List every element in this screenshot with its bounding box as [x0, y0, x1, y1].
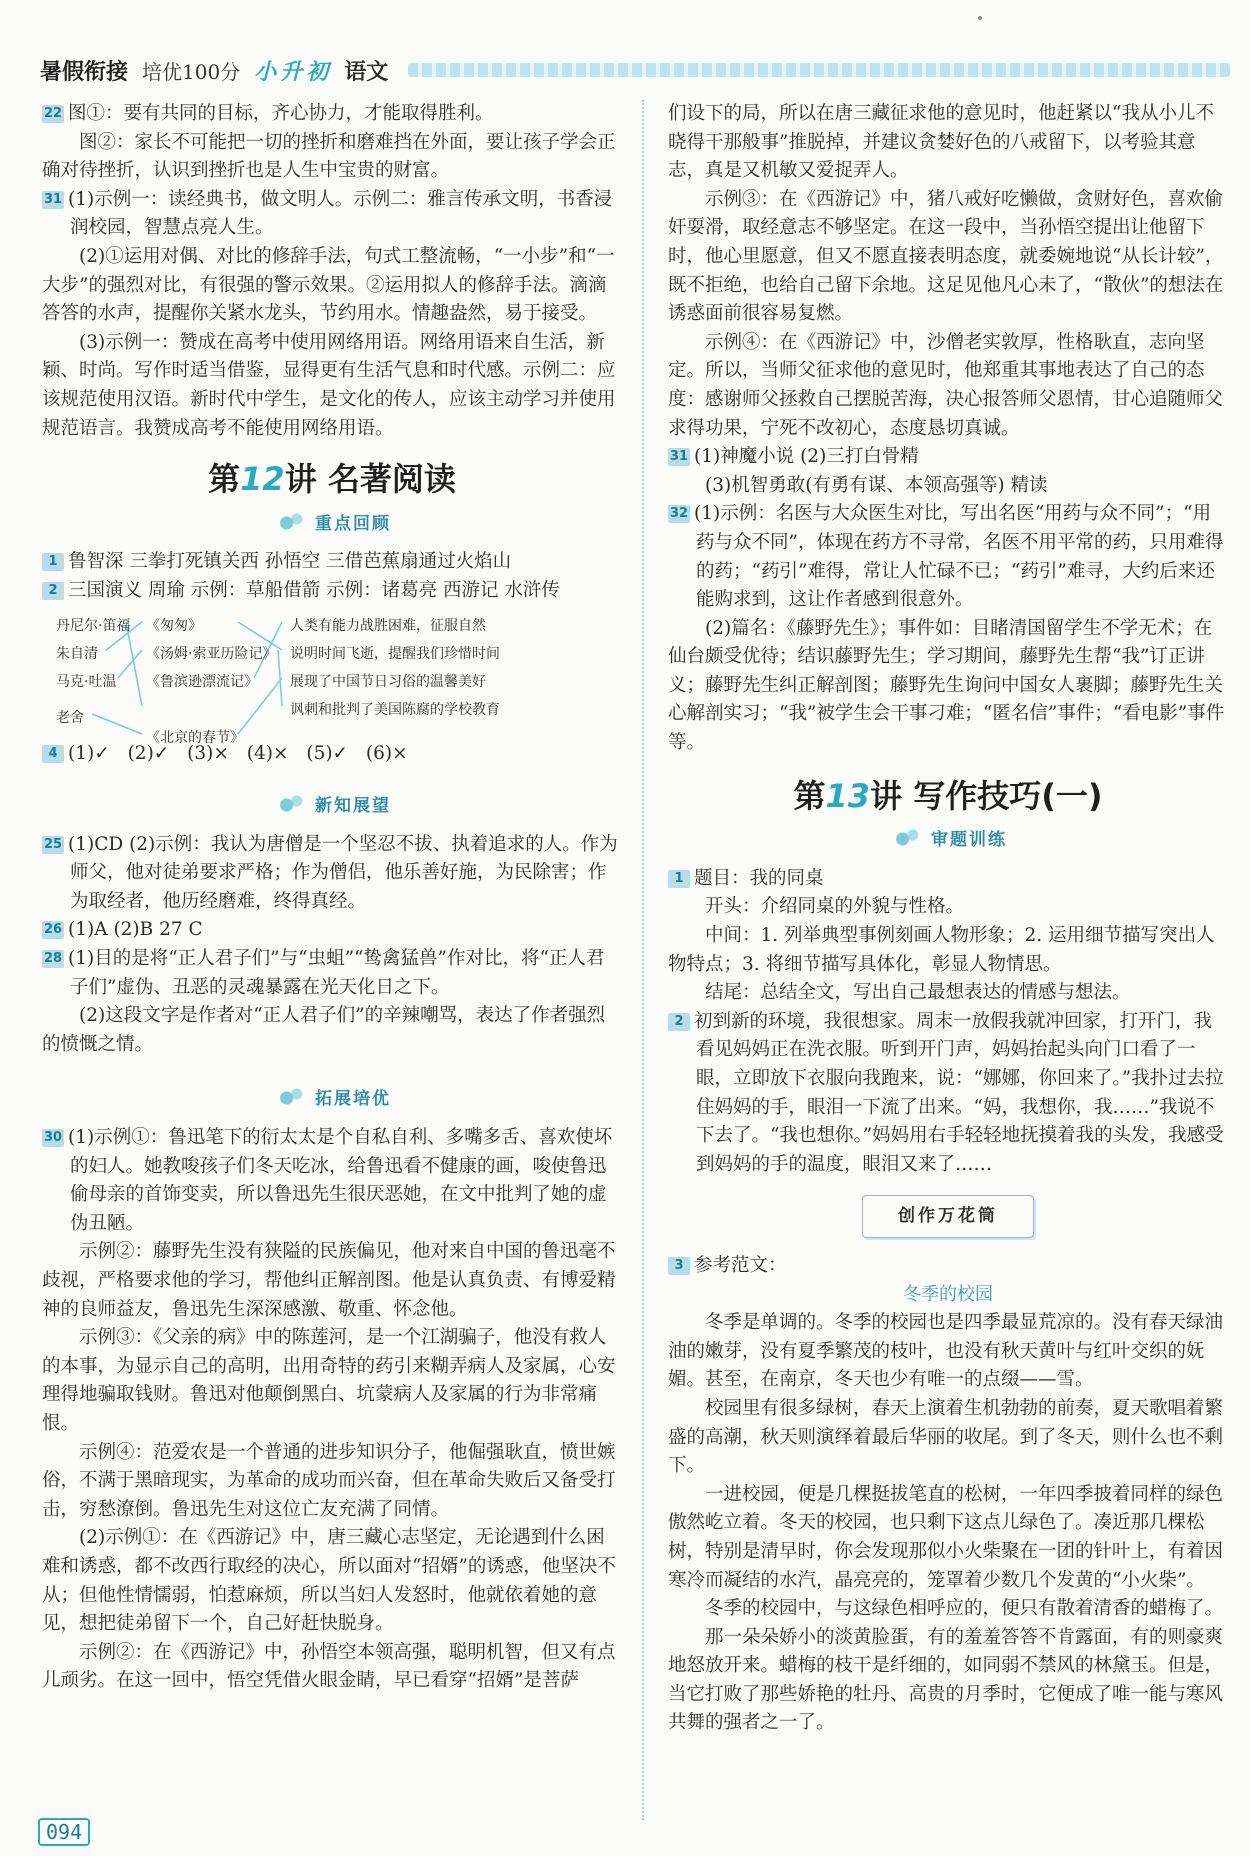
- question-number: 22: [43, 106, 63, 121]
- answer-item: (3)示例一：赞成在高考中使用网络用语。网络用语来自生活，新颖、时尚。写作时适当借鉴，显得更有生活气息和时代感。示例二：应该规范使用汉语。新时代中学生，是文化的传人，应该主动学习并使用规范语言。我赞成高考不能使用网络用语。: [42, 331, 616, 439]
- answer-item: 示例④：在《西游记》中，沙僧老实敦厚，性格耿直，志向坚定。所以，当师父征求他的意见时，他郑重其事地表达了自己的态度：感谢师父拯救自己摆脱苦海，决心报答师父恩情，甘心追随师父求得功果，宁死不改初心，态度恳切真诚。: [668, 331, 1224, 439]
- answer-item: (2)这段文字是作者对“正人君子们”的辛辣嘲骂，表达了作者强烈的愤慨之情。: [42, 1005, 606, 1055]
- answer-item: 示例④：范爱农是一个普通的进步知识分子，他倔强耿直，愤世嫉俗，不满于黑暗现实，为革命的成功而兴奋，但在革命失败后又备受打击，穷愁潦倒。鲁迅先生对这位亡友充满了同情。: [42, 1441, 616, 1520]
- answer-item: 1 题目：我的同桌: [668, 865, 1228, 894]
- section-create-heading: 创作万花筒: [862, 1195, 1034, 1238]
- question-number: 3: [668, 1257, 690, 1275]
- question-number: 26: [43, 922, 63, 938]
- left-column: [42, 100, 622, 1696]
- header-subject: 语文: [344, 58, 389, 85]
- flower-icon: [273, 1087, 307, 1107]
- answer-item: 示例③：《父亲的病》中的陈莲河，是一个江湖骗子，他没有救人的本事，为显示自己的高明，出用奇特的药引来糊弄病人及家属，心安理得地骗取钱财。鲁迅对他颠倒黑白、坑蒙病人及家属的行为非常痛恨。: [42, 1327, 616, 1434]
- matching-diagram: [42, 608, 622, 746]
- answer-item: 们设下的局，所以在唐三藏征求他的意见时，他赶紧以“我从小儿不晓得干那般事”推脱掉，并建议贪婪好色的八戒留下，以考验其意志，真是又机敏又爱捉弄人。: [668, 103, 1214, 182]
- question-number: 1: [668, 870, 690, 888]
- header-title: 暑假衔接: [40, 58, 129, 85]
- answer-item: 结尾：总结全文，写出自己最想表达的情感与想法。: [705, 982, 1131, 1004]
- essay-title: 冬季的校园: [903, 1283, 993, 1305]
- section-review-heading: 重点回顾: [42, 510, 622, 539]
- essay-paragraph: 冬季是单调的。冬季的校园也是四季最显荒凉的。没有春天绿油油的嫩芽，没有夏季繁茂的枝叶，也没有秋天黄叶与红叶交织的妩媚。甚至，在南京，冬天也少有唯一的点缀——雪。: [668, 1312, 1224, 1391]
- lecture-13-title: 第13讲 写作技巧(一): [793, 776, 1103, 815]
- essay-paragraph: 冬季的校园中，与这绿色相呼应的，便只有散着清香的蜡梅了。: [705, 1598, 1224, 1620]
- answer-item: 25 (1)CD (2)示例：我认为唐僧是一个坚忍不拔、执着追求的人。作为师父，他对徒弟要求严格；作为僧侣，他乐善好施，为民除害；作为取经者，他历经磨难，终得真经。: [43, 833, 618, 912]
- lecture-12-title: 第12讲 名著阅读: [208, 460, 456, 499]
- answer-item: 2 初到新的环境，我很想家。周末一放假我就冲回家，打开门，我看见妈妈正在洗衣服。听到开门声，妈妈抬起头向门口看了一眼，立即放下衣服向我跑来，说：“娜娜，你回来了。”我扑过去拉住妈妈的手，眼泪一下流了出来。“妈，我想你，我……”我说不下去了。“我也想你。”妈妈用右手轻轻地抚摸着我的头发，我感受到妈妈的手的温度，眼泪又来了……: [668, 1008, 1228, 1180]
- match-author: 丹尼尔·笛福: [56, 617, 131, 634]
- answer-item: 4 (1)✓ (2)✓ (3)× (4)× (5)✓ (6)×: [42, 740, 622, 769]
- match-work: 《北京的春节》: [146, 729, 244, 746]
- answer-item: 31 (1)示例一：读经典书，做文明人。示例二：雅言传承文明，书香浸润校园，智慧点亮人生。: [43, 188, 613, 239]
- match-theme: 说明时间飞逝，提醒我们珍惜时间: [290, 645, 500, 662]
- essay-paragraph: 校园里有很多绿树，春天上演着生机勃勃的前奏，夏天歌唱着繁盛的高潮，秋天则演绎着最后华丽的收尾。到了冬天，则什么也不剩下。: [668, 1397, 1224, 1477]
- answer-item: 中间：1. 列举典型事例刻画人物形象；2. 运用细节描写突出人物特点；3. 将细节描写具体化，彰显人物情思。: [668, 925, 1215, 975]
- answer-item: 26 (1)A (2)B 27 C: [43, 919, 203, 941]
- question-number: 31: [669, 449, 689, 465]
- page-number: 094: [38, 1818, 90, 1846]
- section-expand-heading: 拓展培优: [42, 1085, 622, 1114]
- question-number: 32: [669, 506, 689, 522]
- answer-item: 开头：介绍同桌的外貌与性格。: [705, 896, 965, 918]
- page-header: [40, 50, 1230, 90]
- match-author: 朱自清: [56, 645, 98, 662]
- answer-item: 28 (1)目的是将“正人君子们”与“虫蛆”“鸷禽猛兽”作对比，将“正人君子们”虚伪、丑恶的灵魂暴露在光天化日之下。: [43, 948, 605, 998]
- section-train-heading: 审题训练: [668, 826, 1228, 855]
- question-number: 2: [668, 1013, 690, 1031]
- match-theme: 展现了中国节日习俗的温馨美好: [290, 673, 486, 690]
- answer-item: 示例③：在《西游记》中，猪八戒好吃懒做，贪财好色，喜欢偷奸耍滑，取经意志不够坚定。在这一段中，当孙悟空提出让他留下时，他心里愿意，但又不愿直接表明态度，就委婉地说“从长计较”，既不拒绝，也给自己留下余地。这足见他凡心未了，“散伙”的想法在诱惑面前很容易复燃。: [668, 188, 1224, 325]
- match-work: 《匆匆》: [146, 617, 202, 634]
- match-work: 《鲁滨逊漂流记》: [146, 673, 258, 690]
- header-subtitle: 培优100分: [142, 59, 241, 84]
- answer-item: (3)机智勇敢(有勇有谋、本领高强等) 精读: [705, 474, 1048, 496]
- match-author: 马克·吐温: [56, 673, 117, 690]
- question-number: 30: [43, 1130, 63, 1146]
- question-number: 31: [43, 191, 63, 207]
- answer-item: 示例②：藤野先生没有狭隘的民族偏见，他对来自中国的鲁迅毫不歧视，严格要求他的学习，帮他纠正解剖图。他是认真负责、有博爱精神的良师益友，鲁迅先生深深感激、敬重、怀念他。: [42, 1241, 616, 1320]
- answer-item: 30 (1)示例①：鲁迅笔下的衍太太是个自私自利、多嘴多舌、喜欢使坏的妇人。她教唆孩子们冬天吃冰，给鲁迅看不健康的画，唆使鲁迅偷母亲的首饰变卖，所以鲁迅先生很厌恶她，在文中批判了她的虚伪丑陋。: [43, 1127, 613, 1234]
- answer-item: 示例②：在《西游记》中，孙悟空本领高强，聪明机智，但又有点儿顽劣。在这一回中，悟空凭借火眼金睛，早已看穿“招婿”是菩萨: [42, 1641, 616, 1692]
- column-divider: [642, 100, 644, 1820]
- answer-item: 1 鲁智深 三拳打死镇关西 孙悟空 三借芭蕉扇通过火焰山: [42, 548, 622, 577]
- answer-item: 图②：家长不可能把一切的挫折和磨难挡在外面，要让孩子学会正确对待挫折，认识到挫折也是人生中宝贵的财富。: [42, 131, 616, 182]
- match-work: 《汤姆·索亚历险记》: [146, 645, 277, 662]
- answer-item: (2)①运用对偶、对比的修辞手法，句式工整流畅，“一小步”和“一大步”的强烈对比，有很强的警示效果。②运用拟人的修辞手法。滴滴答答的水声，提醒你关紧水龙头，节约用水。情趣盎然，易于接受。: [42, 245, 615, 325]
- answer-item: (2)篇名：《藤野先生》；事件如：目睹清国留学生不学无术；在仙台颇受优待；结识藤野先生；学习期间，藤野先生帮“我”订正讲义；藤野先生纠正解剖图；藤野先生询问中国女人裹脚；藤野先生关心解剖实习；“我”被学生会干事刁难；“匿名信”事件；“看电影”事件等。: [668, 617, 1225, 754]
- section-new-heading: 新知展望: [42, 792, 622, 821]
- essay-paragraph: 一进校园，便是几棵挺拔笔直的松树，一年四季披着同样的绿色傲然屹立着。冬天的校园，也只剩下这点儿绿色了。凑近那几棵松树，特别是清早时，你会发现那似小火柴聚在一团的针叶上，有着因寒冷而凝结的水汽，晶亮亮的，笼罩着少数几个发黄的“小火柴”。: [668, 1483, 1224, 1591]
- header-level: 小升初: [254, 58, 333, 85]
- answer-item: 22 图①：要有共同的目标，齐心协力，才能取得胜利。: [43, 103, 494, 124]
- match-author: 老舍: [56, 709, 84, 726]
- essay-paragraph: 那一朵朵娇小的淡黄脸蛋，有的羞羞答答不肯露面，有的则豪爽地怒放开来。蜡梅的枝干是纤细的，如同弱不禁风的林黛玉。但是，当它打败了那些娇艳的牡丹、高贵的月季时，它便成了唯一能与寒风共舞的强者之一了。: [668, 1626, 1224, 1734]
- right-column: [668, 100, 1228, 1738]
- question-number: 1: [42, 553, 64, 571]
- question-number: 2: [42, 582, 64, 600]
- question-number: 25: [43, 836, 63, 852]
- sprout-icon: [273, 794, 307, 814]
- answer-item: 32 (1)示例：名医与大众医生对比，写出名医“用药与众不同”；“用药与众不同”，体现在药方不寻常，名医不用平常的药，只用难得的药；“药引”难得，常让人忙碌不已；“药引”难寻，大约后来还能购求到，这让作者感到很意外。: [669, 503, 1224, 611]
- question-number: 4: [42, 745, 64, 763]
- question-number: 28: [43, 951, 63, 967]
- answer-item: 3 参考范文：: [668, 1252, 1228, 1281]
- match-theme: 人类有能力战胜困难，征服自然: [290, 617, 486, 634]
- answer-item: 31 (1)神魔小说 (2)三打白骨精: [669, 446, 919, 468]
- flower-icon: [273, 512, 307, 532]
- header-decoration: [408, 63, 1230, 77]
- answer-item: 2 三国演义 周瑜 示例：草船借箭 示例：诸葛亮 西游记 水浒传: [42, 577, 622, 606]
- corner-dot: [978, 16, 982, 20]
- sprout-icon: [889, 828, 923, 848]
- answer-item: (2)示例①：在《西游记》中，唐三藏心志坚定，无论遇到什么困难和诱惑，都不改西行取经的决心，所以面对“招婿”的诱惑，他坚决不从；但他性情懦弱，怕惹麻烦，所以当妇人发怒时，他就依着她的意见，想把徒弟留下一个，自己好赶快脱身。: [42, 1527, 616, 1635]
- match-theme: 讽刺和批判了美国陈腐的学校教育: [290, 701, 500, 718]
